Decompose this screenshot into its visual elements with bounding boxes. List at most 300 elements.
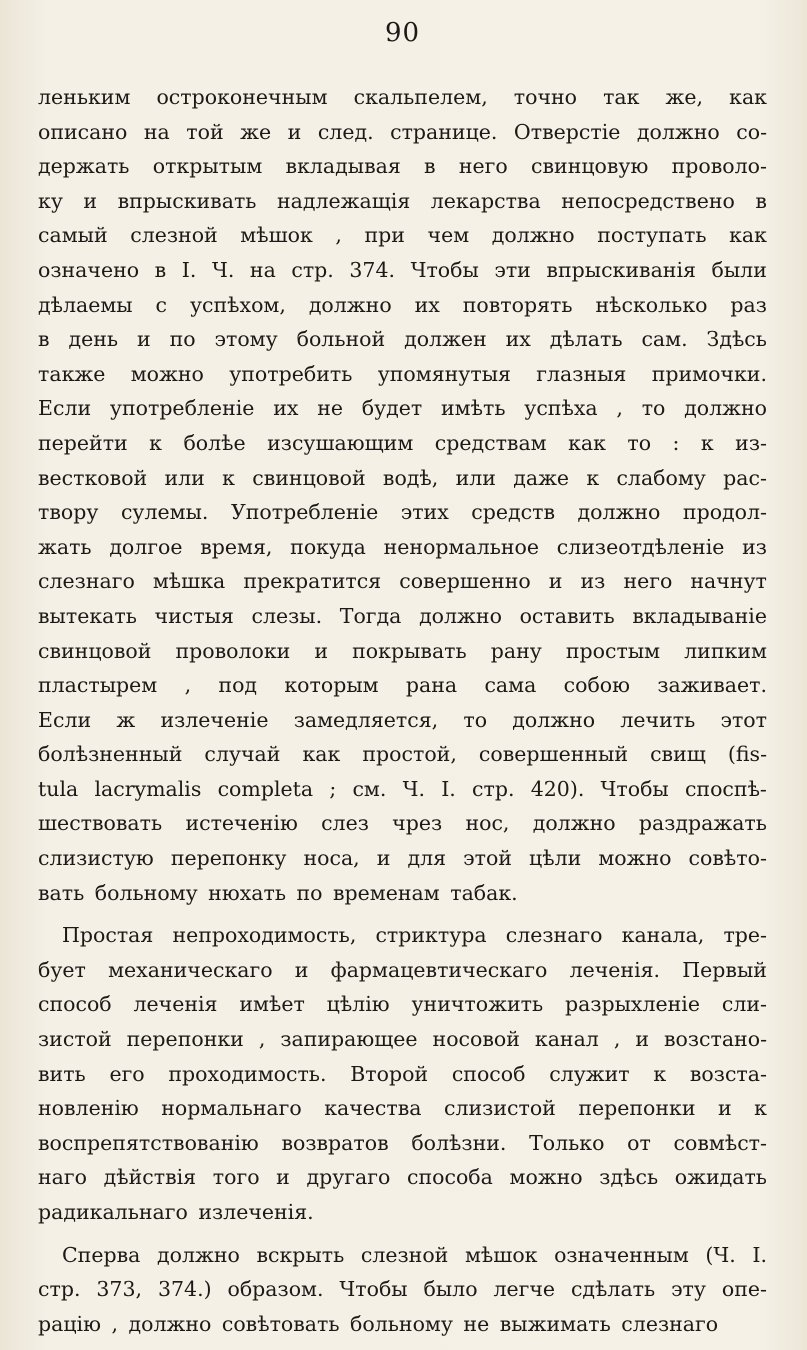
word: Первый xyxy=(682,957,767,982)
word: время, xyxy=(200,534,273,559)
word: запирающее xyxy=(280,1027,418,1052)
word: в xyxy=(154,257,167,282)
word: механическаго xyxy=(108,957,273,982)
word: перепонку xyxy=(170,846,287,871)
word: твору xyxy=(38,500,99,525)
word: также xyxy=(38,361,106,386)
word: слезнаго xyxy=(505,923,603,948)
word: были xyxy=(711,257,767,282)
word: вскрыть xyxy=(256,1242,345,1267)
word: способа xyxy=(406,1165,493,1190)
text-line xyxy=(38,530,767,565)
word: стр. xyxy=(472,776,515,801)
word: совмѣст- xyxy=(673,1130,767,1155)
word: леченія xyxy=(133,992,218,1017)
word: должно xyxy=(512,707,596,732)
word: Здѣсь xyxy=(706,327,767,352)
word: чистыя xyxy=(154,603,234,628)
text-line xyxy=(38,357,767,392)
word: лекарства xyxy=(430,188,541,213)
word: проходимость. xyxy=(168,1061,327,1086)
word: , xyxy=(613,1027,621,1052)
text-line xyxy=(38,953,767,988)
text-line xyxy=(38,1160,767,1195)
word: как xyxy=(729,85,767,109)
word: долгое xyxy=(109,534,183,559)
word: при xyxy=(364,223,405,248)
text-line: радикальнаго излеченія. xyxy=(38,1200,314,1224)
word: которым xyxy=(284,673,379,698)
word: непосредствено xyxy=(561,188,735,213)
word: надлежащія xyxy=(276,188,411,213)
word: как xyxy=(568,430,606,455)
word: , xyxy=(184,673,192,698)
word: успѣха xyxy=(524,396,598,421)
word: леньким xyxy=(38,85,131,109)
word: и xyxy=(635,1027,649,1052)
word: леченія. xyxy=(569,957,661,982)
word: в xyxy=(38,327,50,352)
word: мѣшка xyxy=(152,569,226,594)
text-line xyxy=(38,426,767,461)
text-line xyxy=(38,806,767,841)
word: рану xyxy=(490,638,542,663)
word: стриктура xyxy=(375,923,487,948)
word: ненормальное xyxy=(383,534,540,559)
word: сама xyxy=(484,673,537,698)
word: мѣшок xyxy=(464,1242,538,1267)
word: tula xyxy=(38,776,79,801)
word: к xyxy=(653,1061,667,1086)
text-line xyxy=(38,80,767,115)
word: успѣхом, xyxy=(189,292,286,317)
word: самый xyxy=(38,223,108,248)
word: должно xyxy=(577,500,661,525)
word: нос, xyxy=(465,811,510,836)
word: канал xyxy=(534,1027,599,1052)
word: этой xyxy=(463,846,512,871)
word: lacrymalis xyxy=(94,776,202,801)
word: можно xyxy=(130,361,204,386)
text-body xyxy=(38,80,767,1341)
text-line xyxy=(38,322,767,357)
text-line xyxy=(38,703,767,738)
word: способ xyxy=(451,1061,526,1086)
word: сам. xyxy=(641,327,688,352)
text-line xyxy=(38,599,767,634)
word: 374. xyxy=(349,257,396,282)
word: совѣто- xyxy=(688,846,767,871)
word: возстано- xyxy=(663,1027,767,1052)
word: вестковой xyxy=(38,465,148,490)
word: разрыхленіе xyxy=(564,992,701,1017)
word: канала, xyxy=(621,923,705,948)
word: сулемы. xyxy=(120,500,209,525)
word: должно xyxy=(419,603,502,628)
word: совершенный xyxy=(478,742,629,767)
text-line xyxy=(38,1091,767,1126)
word: пластырем xyxy=(38,673,158,698)
word: Чтобы xyxy=(339,1277,408,1302)
word: Отверстіе xyxy=(513,119,621,144)
word: упомянутыя xyxy=(377,361,511,386)
word: повторять xyxy=(462,292,573,317)
word: наго xyxy=(38,1165,87,1190)
word: было xyxy=(423,1277,478,1302)
word: держать xyxy=(38,154,130,179)
word: открытым xyxy=(152,154,263,179)
word: должен xyxy=(404,327,487,352)
word: имѣть xyxy=(441,396,506,421)
word: больной xyxy=(296,327,386,352)
word: день xyxy=(68,327,119,352)
word: служит xyxy=(549,1061,630,1086)
word: Тогда xyxy=(339,603,402,628)
text-line xyxy=(38,634,767,669)
text-line xyxy=(38,987,767,1022)
word: уничтожить xyxy=(411,992,544,1017)
word: и xyxy=(718,1096,732,1121)
word: этот xyxy=(720,707,767,732)
word: то xyxy=(463,707,488,732)
word: слизистую xyxy=(38,846,154,871)
word: слабому xyxy=(616,465,706,490)
word: то xyxy=(627,430,652,455)
word: в xyxy=(424,154,436,179)
word: из xyxy=(742,534,767,559)
text-line xyxy=(38,668,767,703)
text-line xyxy=(38,288,767,323)
word: странице. xyxy=(390,119,498,144)
word: дѣлаемы xyxy=(38,292,133,317)
word: фармацевтическаго xyxy=(330,957,548,982)
word: стр. xyxy=(291,257,334,282)
word: чем xyxy=(427,223,470,248)
word: слезнаго xyxy=(38,569,135,594)
word: липким xyxy=(684,638,767,663)
word: completa xyxy=(217,776,314,801)
word: рана xyxy=(405,673,458,698)
word: этому xyxy=(214,327,278,352)
word: точно xyxy=(513,85,578,109)
word: перепонки xyxy=(578,1096,696,1121)
word: остроконечным xyxy=(156,85,328,109)
word: должно xyxy=(684,396,767,421)
word: их xyxy=(505,327,531,352)
word: цѣлію xyxy=(326,992,390,1017)
word: имѣет xyxy=(239,992,305,1017)
word: означенным xyxy=(554,1242,689,1267)
word: лечить xyxy=(620,707,696,732)
word: ожидать xyxy=(674,1165,767,1190)
word: образом. xyxy=(227,1277,324,1302)
word: случай xyxy=(204,742,281,767)
word: употребленіе xyxy=(109,396,255,421)
text-line xyxy=(38,1126,767,1161)
word: должно xyxy=(532,811,616,836)
word: же, xyxy=(665,85,704,109)
word: шествовать xyxy=(38,811,163,836)
word: болѣзни. xyxy=(411,1130,507,1155)
word: их xyxy=(273,396,299,421)
word: сли- xyxy=(721,992,767,1017)
word: вить xyxy=(38,1061,86,1086)
word: со- xyxy=(736,119,767,144)
word: дѣлать xyxy=(549,327,623,352)
text-line xyxy=(38,564,767,599)
word: сдѣлать xyxy=(570,1277,656,1302)
word: споспѣ- xyxy=(684,776,767,801)
word: покрывать xyxy=(352,638,467,663)
word: свинцовую xyxy=(531,154,649,179)
text-line: рацію , должно совѣтовать больному не выжимать слезнаго xyxy=(38,1311,719,1336)
word: ж xyxy=(116,707,136,732)
text-line: вать больному нюхать по временам табак. xyxy=(38,880,518,905)
word: и xyxy=(548,569,563,594)
word: Ч. xyxy=(402,776,425,801)
word: и xyxy=(287,119,302,144)
word: 374.) xyxy=(157,1277,212,1302)
word: носовой xyxy=(432,1027,520,1052)
word: заживает. xyxy=(657,673,767,698)
word: 420). xyxy=(530,776,585,801)
word: эту xyxy=(671,1277,706,1302)
word: болѣе xyxy=(183,430,246,455)
word: впрыскивать xyxy=(117,188,257,213)
word: или xyxy=(164,465,205,490)
text-line xyxy=(38,1272,767,1307)
word: Ч. xyxy=(211,257,235,282)
word: ку xyxy=(38,188,63,213)
word: чрез xyxy=(392,811,443,836)
word: глазныя xyxy=(536,361,627,386)
word: так xyxy=(603,85,640,109)
word: начнут xyxy=(690,569,767,594)
text-line xyxy=(38,737,767,772)
word: другаго xyxy=(306,1165,391,1190)
word: жать xyxy=(38,534,92,559)
word: : xyxy=(672,430,680,455)
word: скальпелем, xyxy=(353,85,488,109)
word: должно xyxy=(156,1242,240,1267)
word: бует xyxy=(38,957,86,982)
word: должно xyxy=(308,292,392,317)
word: его xyxy=(109,1061,145,1086)
word: продол- xyxy=(682,500,767,525)
word: будет xyxy=(361,396,423,421)
word: стр. xyxy=(38,1277,81,1302)
word: , xyxy=(335,223,342,248)
paragraph-gap xyxy=(38,910,767,918)
word: собою xyxy=(563,673,630,698)
text-line xyxy=(38,184,767,219)
word: качества xyxy=(324,1096,422,1121)
word: рас- xyxy=(723,465,767,490)
text-line xyxy=(38,1022,767,1057)
word: означено xyxy=(38,257,140,282)
word: эти xyxy=(494,257,531,282)
word: новленію xyxy=(38,1096,139,1121)
word: не xyxy=(317,396,343,421)
word: вкладывая xyxy=(285,154,401,179)
word: раз xyxy=(730,292,767,317)
word: можно xyxy=(598,846,672,871)
word: употребить xyxy=(229,361,353,386)
text-line xyxy=(38,149,767,184)
word: на xyxy=(249,257,276,282)
word: примочки. xyxy=(651,361,767,386)
word: Простая xyxy=(62,923,154,948)
word: проволо- xyxy=(671,154,767,179)
word: поступать xyxy=(597,223,707,248)
word: раздражать xyxy=(638,811,767,836)
word: проволоки xyxy=(175,638,291,663)
word: покуда xyxy=(290,534,366,559)
word: Если xyxy=(38,707,92,732)
text-line xyxy=(38,772,767,807)
word: І. xyxy=(441,776,456,801)
word: из- xyxy=(735,430,767,455)
word: к xyxy=(754,1096,767,1121)
word: описано xyxy=(38,119,128,144)
word: свинцовой xyxy=(38,638,152,663)
word: Только xyxy=(529,1130,605,1155)
word: Сперва xyxy=(62,1242,141,1267)
word: можно xyxy=(509,1165,583,1190)
word: возвратов xyxy=(281,1130,389,1155)
word: средств xyxy=(471,500,556,525)
word: , xyxy=(258,1027,266,1052)
word: воспрепятствованію xyxy=(38,1130,259,1155)
text-line xyxy=(38,461,767,496)
text-line xyxy=(38,841,767,876)
word: ; xyxy=(329,776,337,801)
word: к xyxy=(700,430,714,455)
word: свищ xyxy=(650,742,706,767)
text-line xyxy=(38,1238,767,1273)
word: водѣ, xyxy=(382,465,439,490)
word: замедляется, xyxy=(293,707,439,732)
word: слезной xyxy=(130,223,218,248)
word: Чтобы xyxy=(410,257,479,282)
word: и xyxy=(276,1165,290,1190)
word: простым xyxy=(565,638,661,663)
text-line xyxy=(38,253,767,288)
word: (Ч. xyxy=(705,1242,736,1267)
paragraph-gap xyxy=(38,1230,767,1238)
word: Второй xyxy=(350,1061,429,1086)
word: по xyxy=(169,327,196,352)
word: того xyxy=(212,1165,260,1190)
word: простой, xyxy=(362,742,457,767)
text-line xyxy=(38,115,767,150)
word: и xyxy=(376,846,391,871)
word: него xyxy=(458,154,508,179)
word: слизеотдѣленіе xyxy=(556,534,725,559)
word: болѣзненный xyxy=(38,742,183,767)
word: и xyxy=(294,957,309,982)
word: І. xyxy=(181,257,197,282)
word: как xyxy=(729,223,767,248)
word: под xyxy=(218,673,258,698)
word: цѣли xyxy=(529,846,582,871)
word: см. xyxy=(352,776,387,801)
word: впрыскиванія xyxy=(546,257,696,282)
word: оставить xyxy=(519,603,615,628)
word: прекратится xyxy=(243,569,382,594)
word: легче xyxy=(493,1277,556,1302)
word: него xyxy=(623,569,673,594)
word: излеченіе xyxy=(160,707,269,732)
word: опе- xyxy=(721,1277,767,1302)
word: , xyxy=(616,396,623,421)
word: Употребленіе xyxy=(230,500,379,525)
text-line xyxy=(38,391,767,426)
word: нормальнаго xyxy=(161,1096,302,1121)
word: и xyxy=(83,188,98,213)
word: к xyxy=(586,465,600,490)
word: в xyxy=(755,188,767,213)
word: слизистой xyxy=(444,1096,556,1121)
word: должно xyxy=(491,223,575,248)
word: или xyxy=(455,465,496,490)
word: перепонки xyxy=(126,1027,244,1052)
word: совершенно xyxy=(399,569,531,594)
text-line xyxy=(38,918,767,953)
word: этих xyxy=(400,500,449,525)
word: Чтобы xyxy=(600,776,669,801)
word: свинцовой xyxy=(252,465,366,490)
text-line xyxy=(38,1057,767,1092)
word: слезной xyxy=(360,1242,449,1267)
word: той xyxy=(186,119,224,144)
word: тре- xyxy=(723,923,767,948)
word: истеченію xyxy=(185,811,298,836)
word: возста- xyxy=(689,1061,767,1086)
word: на xyxy=(143,119,170,144)
word: нѣсколько xyxy=(595,292,708,317)
word: слез xyxy=(321,811,369,836)
word: к xyxy=(149,430,162,455)
page-number: 90 xyxy=(384,18,421,48)
word: 373, xyxy=(96,1277,143,1302)
word: способ xyxy=(38,992,112,1017)
word: и xyxy=(136,327,151,352)
word: слезы. xyxy=(251,603,323,628)
word: и xyxy=(314,638,329,663)
word: даже xyxy=(513,465,570,490)
word: след. xyxy=(317,119,374,144)
word: от xyxy=(627,1130,651,1155)
word: вытекать xyxy=(38,603,137,628)
word: к xyxy=(222,465,235,490)
word: (fis- xyxy=(727,742,767,767)
word: непроходимость, xyxy=(172,923,357,948)
word: то xyxy=(641,396,666,421)
word: для xyxy=(407,846,447,871)
word: же xyxy=(240,119,272,144)
text-line xyxy=(38,495,767,530)
word: их xyxy=(414,292,440,317)
word: Если xyxy=(38,396,92,421)
word: с xyxy=(155,292,168,317)
word: как xyxy=(302,742,341,767)
word: І. xyxy=(752,1242,767,1267)
word: носа, xyxy=(303,846,360,871)
word: здѣсь xyxy=(599,1165,659,1190)
word: дѣйствія xyxy=(103,1165,197,1190)
word: должно xyxy=(636,119,720,144)
